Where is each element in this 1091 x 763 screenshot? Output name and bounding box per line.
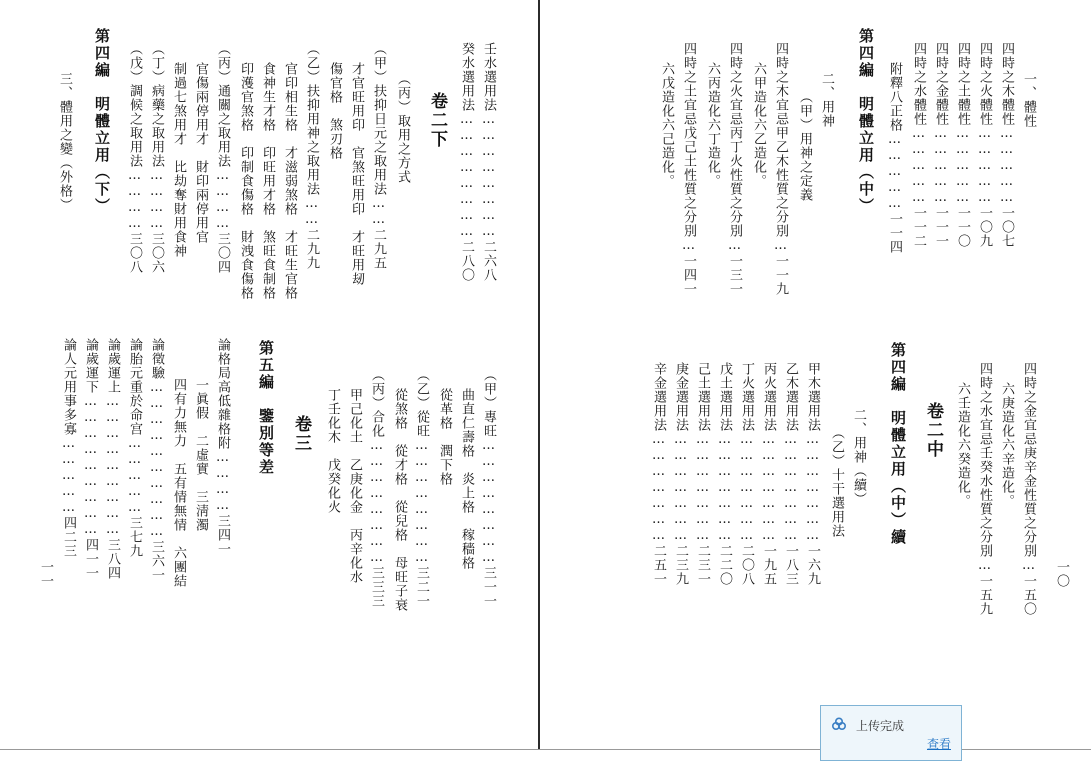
- toc-entry: 戊土選用法…………………二二〇: [717, 362, 732, 586]
- cloud-upload-icon: [831, 717, 847, 731]
- toc-entry: 四時之木宜忌甲乙木性質之分別…一一九: [773, 42, 788, 296]
- toc-entry: 才官旺用印 官煞旺用印 才旺用刼: [349, 62, 364, 286]
- toc-entry: 論人元用事多寡……………四二三: [61, 338, 76, 558]
- toc-entry: 食神生才格 印旺用才格 煞旺食制格: [260, 62, 275, 300]
- toc-entry: 四時之土宜忌戊己土性質之分別…一四一: [681, 42, 696, 296]
- toc-entry: 甲木選用法…………………一六九: [805, 362, 820, 586]
- toc-entry: 論徵驗…………………………三六一: [149, 338, 164, 582]
- toc-entry: 壬水選用法……………………二六八: [481, 42, 496, 282]
- toc-entry: （甲）用神之定義: [797, 90, 812, 202]
- toc-entry: 四時之水宜忌壬癸水性質之分別…一五九: [977, 362, 992, 616]
- left-page-number: 一一: [38, 560, 53, 588]
- toc-entry: （丙）合化……………………三三三: [369, 368, 384, 608]
- toc-entry: 甲己化土 乙庚化金 丙辛化水: [347, 388, 362, 584]
- toc-entry: 一眞假 二虛實 三淸濁: [193, 378, 208, 532]
- toc-entry: 四時之火體性……………一〇九: [977, 42, 992, 248]
- toc-entry: 卷二中: [923, 402, 943, 459]
- toc-entry: 癸水選用法……………………二八〇: [459, 42, 474, 282]
- toc-entry: 一、體性: [1021, 72, 1036, 128]
- toc-entry: 四時之火宜忌丙丁火性質之分別…一三一: [727, 42, 742, 296]
- toc-entry: 論胎元重於命宫……………三七九: [127, 338, 142, 558]
- toc-entry: 卷三: [291, 415, 311, 453]
- toc-entry: 庚金選用法…………………二三九: [673, 362, 688, 586]
- toc-entry: 丁壬化木 戊癸化火: [325, 388, 340, 514]
- toc-entry: 己土選用法…………………二三一: [695, 362, 710, 586]
- toc-entry: 曲直仁壽格 炎上格 稼穡格: [459, 388, 474, 570]
- toc-entry: （乙）十干選用法: [829, 426, 844, 538]
- toc-entry: （乙）扶抑用神之取用法……二九九: [304, 42, 319, 270]
- toc-entry: 官傷兩停用才 財印兩停用官: [193, 62, 208, 244]
- toc-entry: 卷二下: [427, 92, 447, 149]
- toc-entry: （甲）專旺……………………三一一: [481, 368, 496, 608]
- toc-entry: 辛金選用法…………………二五一: [651, 362, 666, 586]
- toc-entry: （丙）通關之取用法…………三〇四: [215, 42, 230, 274]
- toc-entry: 二、用神（續）: [851, 408, 866, 506]
- view-link[interactable]: 查看: [926, 737, 951, 751]
- toc-entry: 論歲運下………………………四一一: [83, 338, 98, 580]
- toc-entry: 六壬造化六癸造化。: [955, 382, 970, 508]
- toc-entry: 第四編 明體立用（中）: [857, 28, 875, 215]
- toc-entry: 二、用神: [819, 72, 834, 128]
- toc-entry: 附釋八正格……………一一四: [887, 62, 902, 254]
- toc-entry: 從革格 潤下格: [437, 388, 452, 486]
- toc-entry: 丁火選用法…………………二〇八: [739, 362, 754, 586]
- toc-entry: 第四編 明體立用（下）: [93, 28, 111, 215]
- upload-toast: [820, 705, 962, 761]
- toc-entry: 論歲運上………………………三八四: [105, 338, 120, 580]
- toc-entry: 四時之土體性……………一一〇: [955, 42, 970, 248]
- toc-entry: 乙木選用法…………………一八三: [783, 362, 798, 586]
- toc-entry: 丙火選用法…………………一九五: [761, 362, 776, 586]
- toc-entry: 四時之水體性……………一一二: [911, 42, 926, 248]
- toc-entry: （丁）病藥之取用法…………三〇六: [149, 42, 164, 274]
- toc-entry: （丙）取用之方式: [395, 72, 410, 184]
- toc-entry: 六甲造化六乙造化。: [751, 62, 766, 188]
- toc-entry: 印濩官煞格 印制食傷格 財洩食傷格: [238, 62, 253, 300]
- toc-entry: 官印相生格 才滋弱煞格 才旺生官格: [282, 62, 297, 300]
- toc-entry: 傷官格 煞刃格: [327, 62, 342, 160]
- toc-entry: 六戊造化六己造化。: [659, 62, 674, 188]
- toc-entry: 四時之金宜忌庚辛金性質之分別…一五〇: [1021, 362, 1036, 616]
- toc-entry: 論格局高低雜格附…………三四一: [215, 338, 230, 556]
- toc-entry: 第四編 明體立用（中）續: [889, 342, 907, 546]
- toc-entry: （戊）調候之取用法…………三〇八: [127, 42, 142, 274]
- toast-message: 上传完成: [856, 719, 905, 733]
- toc-entry: （乙）從旺……………………三二一: [414, 368, 429, 608]
- toc-entry: （甲）扶抑日元之取用法……二九五: [371, 42, 386, 270]
- toc-entry: 三、體用之變（外格）: [57, 72, 72, 212]
- right-page-number: 一〇: [1054, 560, 1069, 588]
- toc-entry: 四時之木體性……………一〇七: [999, 42, 1014, 248]
- toc-entry: 四有力無力 五有情無情 六團結: [171, 378, 186, 588]
- toc-entry: 四時之金體性……………一一一: [933, 42, 948, 248]
- toc-entry: 六庚造化六辛造化。: [999, 382, 1014, 508]
- toc-entry: 第五編 鑒別等差: [257, 340, 275, 476]
- toc-entry: 六丙造化六丁造化。: [705, 62, 720, 188]
- book-spine: [538, 0, 540, 750]
- toc-entry: 從煞格 從才格 從兒格 母旺子衰: [392, 388, 407, 612]
- toc-entry: 制過七煞用才 比劫奪財用食神: [171, 62, 186, 258]
